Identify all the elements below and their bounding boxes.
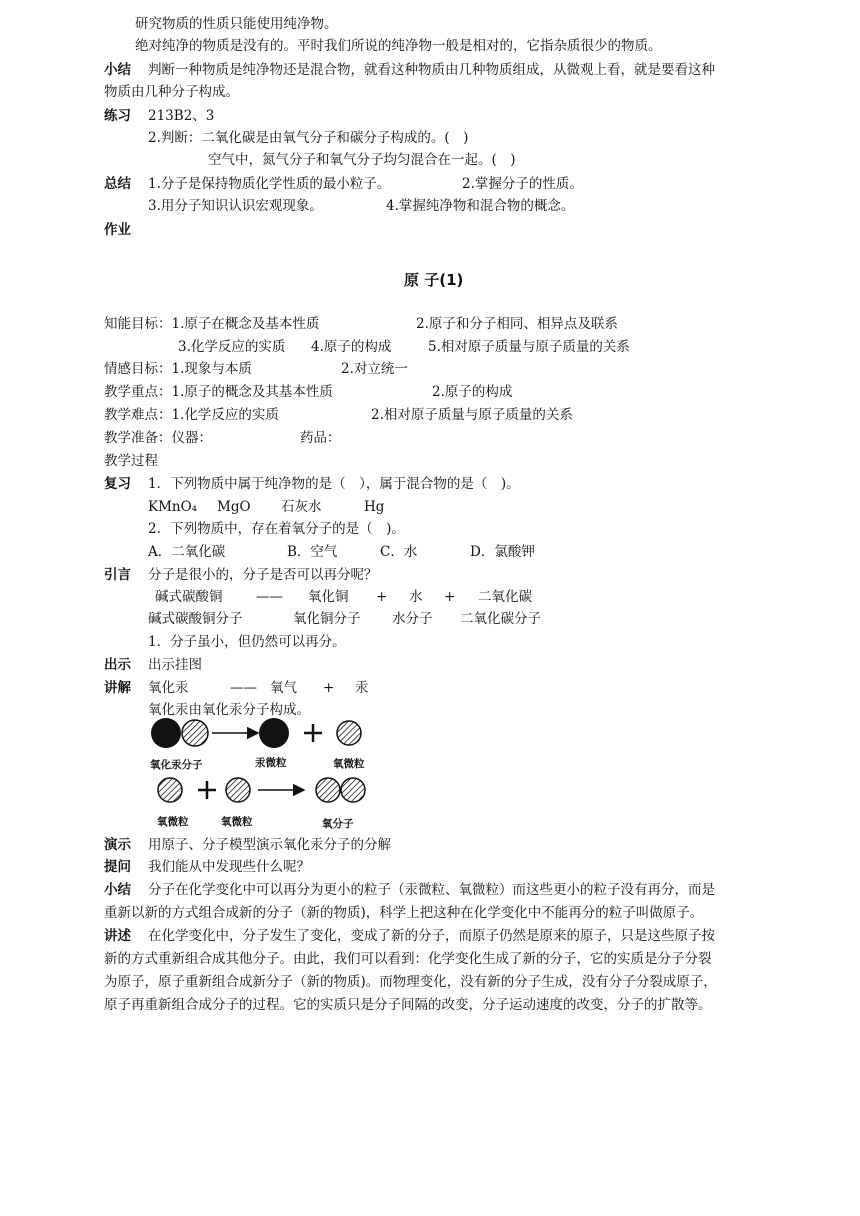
oxygen-particle-icon — [226, 778, 250, 802]
text-line: 氧化汞 — [148, 680, 189, 696]
goal-line: 教学难点：1.化学反应的实质 — [104, 407, 279, 423]
section-label-conclusion: 总结 — [104, 176, 131, 192]
text-line: 用原子、分子模型演示氧化汞分子的分解 — [148, 837, 391, 853]
text-line: 水分子 — [392, 611, 433, 627]
text-line: 二氧化碳分子 — [460, 611, 541, 627]
section-label-show: 出示 — [104, 657, 131, 673]
section-label-ask: 提问 — [104, 859, 131, 875]
text-line: 氧气 — [270, 680, 297, 696]
diagram-label: 汞微粒 — [255, 757, 287, 769]
diagram-label: 氧分子 — [322, 818, 354, 830]
section-label-summary: 小结 — [104, 62, 131, 78]
text-line: A．二氧化碳 — [148, 544, 226, 560]
plus-icon — [198, 781, 216, 799]
text-line: 原子再重新组合成分子的过程。它的实质只是分子间隔的改变，分子运动速度的改变，分子的扩散等。 — [104, 997, 712, 1013]
goal-line: 教学准备：仪器： — [104, 430, 212, 446]
text-line: KMnO₄ — [148, 499, 198, 515]
lesson-title: 原 子(1) — [404, 271, 464, 289]
plus-icon — [304, 724, 322, 742]
text-line: C．水 — [380, 544, 418, 560]
diagram-label: 氧微粒 — [333, 758, 365, 770]
text-line: 213B2、3 — [148, 108, 215, 124]
text-line: + — [376, 589, 388, 605]
text-line: B．空气 — [287, 544, 338, 560]
text-line: 我们能从中发现些什么呢？ — [148, 859, 310, 875]
section-label-talk: 讲述 — [104, 928, 131, 944]
text-line: 出示挂图 — [148, 657, 202, 673]
text-line: + — [323, 680, 335, 696]
text-line: 2．下列物质中，存在着氧分子的是（ )。 — [148, 521, 405, 537]
text-line: 重新以新的方式组合成新的分子（新的物质)，科学上把这种在化学变化中不能再分的粒子叫做原子。 — [104, 905, 704, 921]
goal-line: 情感目标：1.现象与本质 — [104, 361, 252, 377]
text-line: 1.分子是保持物质化学性质的最小粒子。 — [148, 176, 391, 192]
goal-line: 2.原子和分子相同、相异点及联系 — [416, 316, 618, 332]
text-line: 物质由几种分子构成。 — [104, 84, 239, 100]
text-line: 在化学变化中，分子发生了变化，变成了新的分子，而原子仍然是原来的原子，只是这些原子按 — [148, 928, 715, 944]
diagram-label: 氧微粒 — [221, 816, 253, 828]
text-line: Hg — [364, 499, 385, 515]
goal-line: 药品： — [300, 430, 341, 446]
goal-line: 2.原子的构成 — [432, 384, 513, 400]
text-line: D．氯酸钾 — [470, 544, 535, 560]
section-label-explain: 讲解 — [104, 680, 131, 696]
text-line: 分子是很小的，分子是否可以再分呢？ — [148, 567, 378, 583]
oxygen-particle-icon — [158, 778, 182, 802]
mercury-particle-icon — [259, 718, 289, 748]
text-line: 汞 — [355, 680, 369, 696]
text-line: 氧化汞由氧化汞分子构成。 — [148, 702, 310, 718]
text-line: 水 — [409, 589, 423, 605]
text-line: 2.掌握分子的性质。 — [462, 176, 583, 192]
text-line: 二氧化碳 — [478, 589, 532, 605]
text-line: 绝对纯净的物质是没有的。平时我们所说的纯净物一般是相对的，它指杂质很少的物质。 — [135, 38, 662, 54]
goal-line: 2.相对原子质量与原子质量的关系 — [371, 407, 573, 423]
text-line: 空气中，氮气分子和氧气分子均匀混合在一起。( ) — [208, 152, 516, 168]
goal-line: 2.对立统一 — [341, 361, 408, 377]
text-line: 碱式碳酸铜分子 — [148, 611, 243, 627]
text-line: 为原子，原子重新组合成新分子（新的物质)。而物理变化，没有新的分子生成，没有分子分裂成原子， — [104, 974, 717, 990]
diagram-label: 氧微粒 — [157, 816, 189, 828]
section-label-homework: 作业 — [104, 222, 131, 238]
oxygen-particle-icon — [337, 721, 361, 745]
goal-line: 3.化学反应的实质 — [178, 339, 286, 355]
section-label-demo: 演示 — [104, 837, 131, 853]
text-line: 碱式碳酸铜 — [155, 589, 223, 605]
diagram-label: 氧化汞分子 — [150, 759, 203, 771]
text-line: 判断一种物质是纯净物还是混合物，就看这种物质由几种物质组成，从微观上看，就是要看这种 — [148, 62, 715, 78]
section-label-intro: 引言 — [104, 567, 131, 583]
section-label-exercise: 练习 — [104, 108, 131, 124]
text-line: 1．分子虽小，但仍然可以再分。 — [148, 634, 346, 650]
text-line: 2.判断：二氧化碳是由氧气分子和碳分子构成的。( ) — [148, 130, 469, 146]
process-heading: 教学过程 — [104, 453, 158, 469]
text-line: MgO — [217, 499, 251, 515]
text-line: 氧化铜分子 — [293, 611, 361, 627]
oxygen-molecule-icon — [316, 778, 365, 802]
goal-line: 教学重点：1.原子的概念及其基本性质 — [104, 384, 333, 400]
text-line: 氧化铜 — [308, 589, 349, 605]
text-line: 分子在化学变化中可以再分为更小的粒子（汞微粒、氧微粒）而这些更小的粒子没有再分，而是 — [148, 882, 715, 898]
goal-line: 4.原子的构成 — [311, 339, 392, 355]
text-line: —— — [256, 589, 283, 605]
mercury-oxide-molecule-icon — [151, 718, 208, 748]
text-line: 研究物质的性质只能使用纯净物。 — [135, 16, 338, 32]
text-line: 1．下列物质中属于纯净物的是（ ），属于混合物的是（ )。 — [148, 476, 520, 492]
text-line: 3.用分子知识认识宏观现象。 — [148, 198, 323, 214]
goal-line: 5.相对原子质量与原子质量的关系 — [428, 339, 630, 355]
section-label-summary: 小结 — [104, 882, 131, 898]
text-line: —— — [230, 680, 257, 696]
text-line: 新的方式重新组合成其他分子。由此，我们可以看到：化学变化生成了新的分子，它的实质是分子分裂 — [104, 951, 712, 967]
goal-line: 知能目标：1.原子在概念及基本性质 — [104, 316, 320, 332]
section-label-review: 复习 — [104, 476, 131, 492]
text-line: 石灰水 — [281, 499, 322, 515]
text-line: 4.掌握纯净物和混合物的概念。 — [386, 198, 575, 214]
text-line: + — [444, 589, 456, 605]
